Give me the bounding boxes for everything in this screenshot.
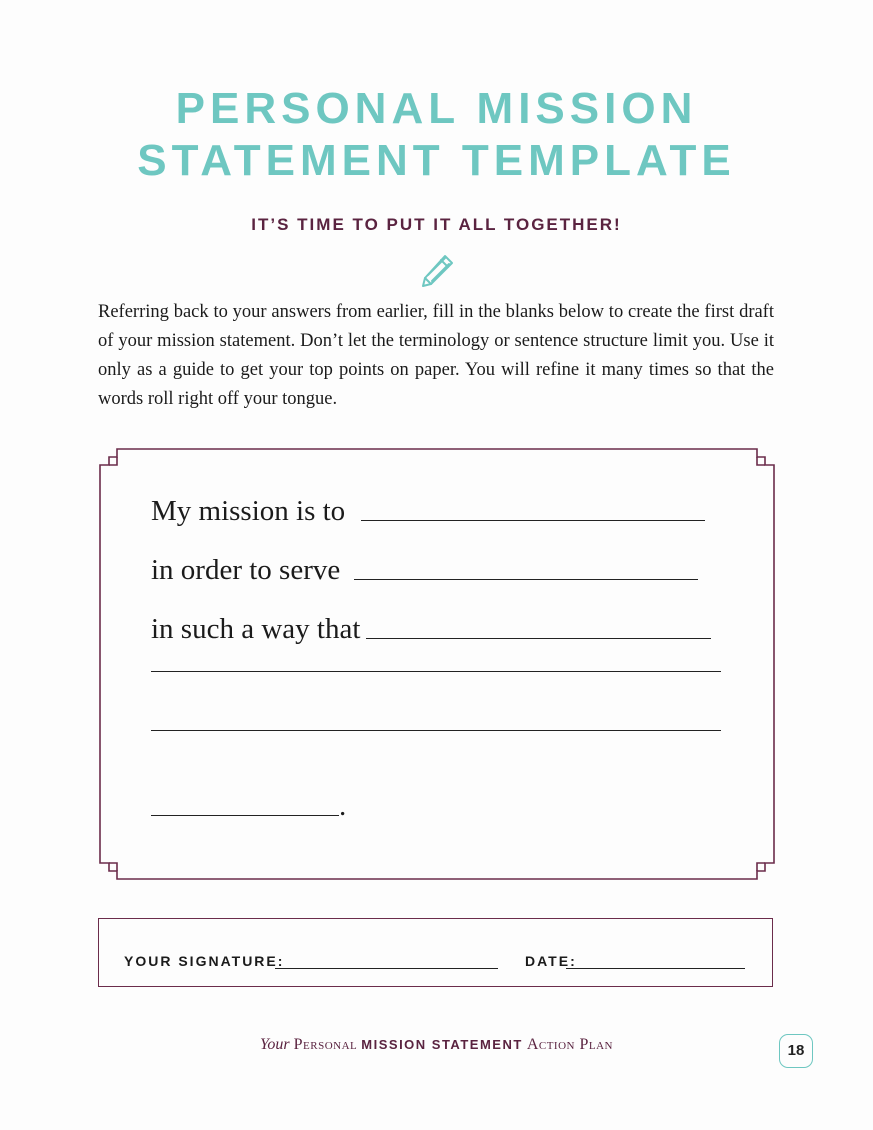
template-line-serve: [151, 552, 698, 588]
footer-running-title: [0, 1036, 873, 1054]
way-blank[interactable]: [366, 637, 711, 639]
page-number-badge: 18: [779, 1034, 813, 1068]
template-line-way: [151, 611, 711, 647]
final-period: .: [339, 790, 347, 822]
template-line-continued-2: [151, 729, 721, 739]
date-label: DATE:: [525, 953, 577, 969]
serve-prompt: in order to serve: [151, 554, 341, 586]
footer-action-plan: Action Plan: [526, 1036, 613, 1053]
subtitle: IT’S TIME TO PUT IT ALL TOGETHER!: [251, 215, 622, 234]
intro-paragraph: Referring back to your answers from earlier, fill in the blanks below to create the first draft of your mission statement. Don’t let the terminology or sentence structure limit you. Use it only as a guide to get your top points on paper. You will refine it many times so that the words roll right off your tongue.: [98, 302, 774, 409]
continued-blank-1[interactable]: [151, 670, 721, 672]
signature-field[interactable]: [275, 968, 498, 969]
date-field[interactable]: [566, 968, 745, 969]
serve-blank[interactable]: [354, 578, 698, 580]
mission-prompt: My mission is to: [151, 495, 346, 527]
footer-personal: Personal: [293, 1036, 358, 1053]
template-line-mission: [151, 493, 705, 529]
pencil-icon: [418, 252, 456, 290]
final-blank[interactable]: [151, 814, 339, 816]
footer-your: Your: [260, 1036, 290, 1053]
template-line-final: [151, 788, 346, 824]
template-line-continued-1: [151, 670, 721, 680]
page-title-line-2: STATEMENT TEMPLATE: [137, 136, 736, 185]
signature-label: YOUR SIGNATURE:: [124, 953, 285, 969]
mission-blank[interactable]: [361, 519, 705, 521]
way-prompt: in such a way that: [151, 613, 361, 645]
page-title-line-1: PERSONAL MISSION: [175, 84, 698, 133]
footer-mission-statement: MISSION STATEMENT: [361, 1037, 523, 1052]
continued-blank-2[interactable]: [151, 729, 721, 731]
